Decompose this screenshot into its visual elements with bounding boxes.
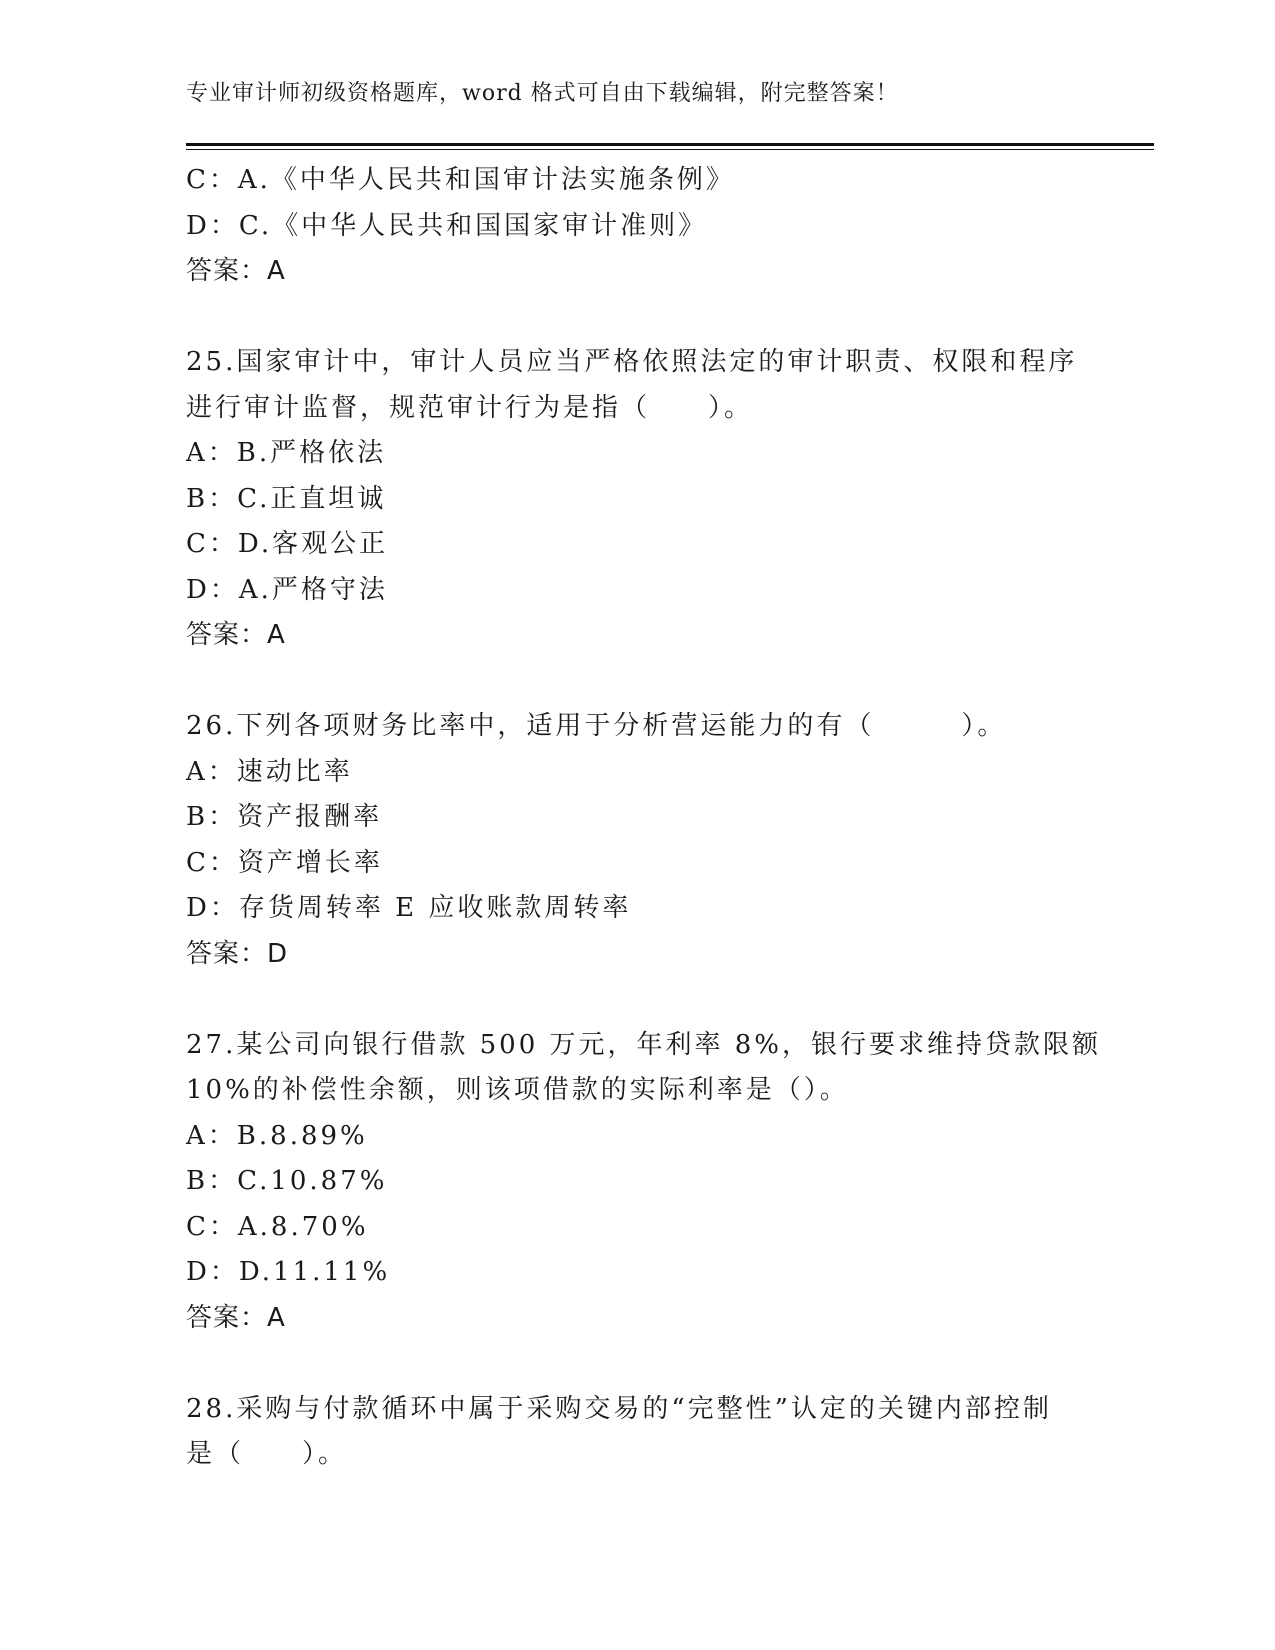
question-line: 25.国家审计中，审计人员应当严格依照法定的审计职责、权限和程序 (186, 347, 1078, 377)
option-line: C：A.8.70% (186, 1211, 369, 1242)
answer-line: 答案：A (186, 256, 286, 286)
question-line: 26.下列各项财务比率中，适用于分析营运能力的有（ ）。 (186, 711, 1007, 741)
option-line: D：C.《中华人民共和国国家审计准则》 (186, 210, 708, 241)
option-line: A：B.严格依法 (186, 438, 387, 468)
question-line: 28.采购与付款循环中属于采购交易的“完整性”认定的关键内部控制 (186, 1393, 1052, 1424)
option-line: C：D.客观公正 (186, 529, 389, 559)
header-rule-thick (186, 143, 1154, 146)
section-gap (186, 1341, 1086, 1387)
option-line: A：B.8.89% (186, 1120, 368, 1151)
section-gap (186, 977, 1086, 1023)
answer-line: 答案：A (186, 620, 286, 650)
option-line: B：资产报酬率 (186, 802, 383, 832)
section-gap (186, 295, 1086, 341)
option-line: C：A.《中华人民共和国审计法实施条例》 (186, 165, 735, 195)
question-line: 10%的补偿性余额，则该项借款的实际利率是（）。 (186, 1075, 849, 1105)
question-line: 进行审计监督，规范审计行为是指（ ）。 (186, 392, 754, 423)
section-gap (186, 659, 1086, 705)
answer-line: 答案：A (186, 1302, 286, 1333)
option-line: A：速动比率 (186, 756, 353, 787)
option-line: C：资产增长率 (186, 847, 383, 878)
question-line: 27.某公司向银行借款 500 万元，年利率 8%，银行要求维持贷款限额 (186, 1029, 1102, 1060)
question-content (186, 158, 1102, 1478)
header-rule-thin (186, 149, 1154, 150)
option-line: D：D.11.11% (186, 1257, 391, 1287)
option-line: D：A.严格守法 (186, 574, 388, 605)
option-line: B：C.10.87% (186, 1166, 388, 1196)
option-line: B：C.正直坦诚 (186, 483, 387, 514)
page-header: 专业审计师初级资格题库，word 格式可自由下载编辑，附完整答案！ (186, 81, 899, 106)
answer-line: 答案：D (186, 938, 289, 969)
option-line: D：存货周转率 E 应收账款周转率 (186, 893, 632, 923)
question-line: 是（ ）。 (186, 1439, 348, 1469)
